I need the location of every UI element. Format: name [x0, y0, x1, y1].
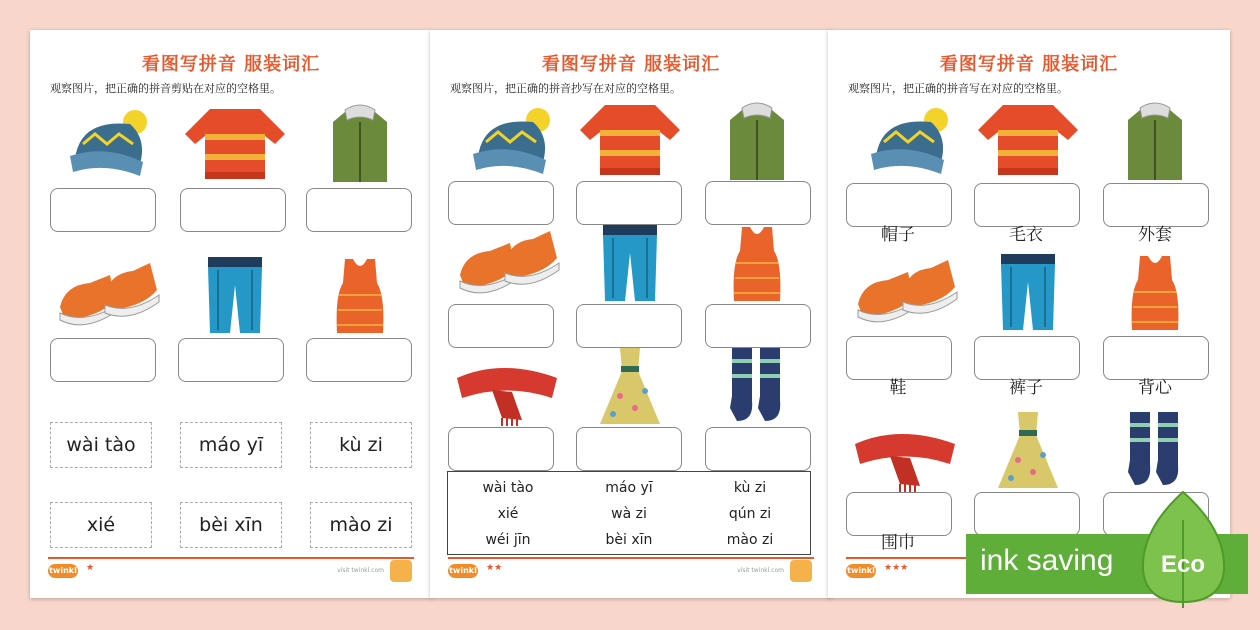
- answer-box[interactable]: [448, 427, 554, 471]
- trousers-icon: [180, 255, 290, 335]
- instruction: 观察图片，把正确的拼音抄写在对应的空格里。: [450, 82, 681, 95]
- bank-word: qún zi: [728, 506, 772, 522]
- pinyin-card[interactable]: kù zi: [310, 422, 412, 468]
- jacket-icon: [702, 102, 812, 182]
- socks-icon: [702, 346, 812, 426]
- answer-box[interactable]: [448, 181, 554, 225]
- answer-box[interactable]: [50, 338, 156, 382]
- worksheet-2: [430, 30, 832, 598]
- socks-icon: [1100, 410, 1210, 490]
- beanie-hat-icon: [55, 104, 165, 184]
- instruction: 观察图片，把正确的拼音剪贴在对应的空格里。: [50, 82, 281, 95]
- sheet-title: 看图写拼音 服装词汇: [541, 54, 721, 75]
- sweater-icon: [973, 100, 1083, 180]
- sneakers-icon: [853, 252, 963, 332]
- hanzi-label: 帽子: [881, 225, 915, 245]
- pinyin-card[interactable]: xié: [50, 502, 152, 548]
- pinyin-card[interactable]: wài tào: [50, 422, 152, 468]
- bank-word: kù zi: [733, 480, 767, 496]
- sneakers-icon: [55, 255, 165, 335]
- sweater-icon: [575, 100, 685, 180]
- dress-icon: [973, 410, 1083, 490]
- hanzi-label: 外套: [1138, 225, 1172, 245]
- twinkl-logo: twinkl: [846, 564, 876, 578]
- beanie-hat-icon: [458, 102, 568, 182]
- footer-rule: [48, 557, 414, 559]
- hanzi-label: 背心: [1138, 378, 1172, 398]
- badge-icon: [390, 560, 412, 582]
- sweater-icon: [180, 104, 290, 184]
- site-url: visit twinkl.com: [337, 567, 384, 574]
- eco-tag: Eco: [1160, 551, 1206, 578]
- answer-box[interactable]: [178, 338, 284, 382]
- beanie-hat-icon: [856, 102, 966, 182]
- difficulty-stars: ★: [86, 563, 95, 573]
- bank-word: wà zi: [611, 506, 647, 522]
- twinkl-logo: twinkl: [448, 564, 478, 578]
- answer-box[interactable]: [705, 181, 811, 225]
- difficulty-stars: ★★: [486, 563, 503, 573]
- sneakers-icon: [455, 223, 565, 303]
- ink-saving-label: ink saving: [980, 544, 1114, 577]
- pinyin-card[interactable]: máo yī: [180, 422, 282, 468]
- vest-icon: [702, 223, 812, 303]
- bank-word: mào zi: [726, 532, 774, 548]
- badge-icon: [790, 560, 812, 582]
- sheet-title: 看图写拼音 服装词汇: [141, 54, 321, 75]
- pinyin-card[interactable]: mào zi: [310, 502, 412, 548]
- difficulty-stars: ★★★: [884, 563, 909, 573]
- answer-box[interactable]: [576, 181, 682, 225]
- twinkl-logo: twinkl: [48, 564, 78, 578]
- answer-box[interactable]: [576, 304, 682, 348]
- scarf-icon: [452, 348, 562, 428]
- answer-box[interactable]: [180, 188, 286, 232]
- site-url: visit twinkl.com: [737, 567, 784, 574]
- answer-box[interactable]: [306, 338, 412, 382]
- bank-word: wài tào: [482, 480, 534, 496]
- answer-box[interactable]: [50, 188, 156, 232]
- bank-word: xié: [497, 506, 519, 522]
- vest-icon: [305, 255, 415, 335]
- hanzi-label: 鞋: [889, 378, 907, 398]
- hanzi-label: 围巾: [881, 533, 915, 553]
- sheet-title: 看图写拼音 服装词汇: [939, 54, 1119, 75]
- vest-icon: [1100, 252, 1210, 332]
- answer-box[interactable]: [306, 188, 412, 232]
- bank-word: bèi xīn: [605, 532, 653, 548]
- hanzi-label: 裤子: [1009, 378, 1043, 398]
- instruction: 观察图片，把正确的拼音写在对应的空格里。: [848, 82, 1068, 95]
- hanzi-label: 毛衣: [1009, 225, 1043, 245]
- jacket-icon: [1100, 102, 1210, 182]
- pinyin-card[interactable]: bèi xīn: [180, 502, 282, 548]
- footer-rule: [448, 557, 814, 559]
- scarf-icon: [850, 414, 960, 494]
- trousers-icon: [575, 223, 685, 303]
- bank-word: wéi jīn: [485, 532, 531, 548]
- answer-box[interactable]: [705, 304, 811, 348]
- dress-icon: [575, 346, 685, 426]
- bank-word: máo yī: [605, 480, 653, 496]
- trousers-icon: [973, 252, 1083, 332]
- eco-leaf-icon: [1136, 490, 1231, 610]
- worksheet-1: [30, 30, 432, 598]
- answer-box[interactable]: [576, 427, 682, 471]
- jacket-icon: [305, 104, 415, 184]
- answer-box[interactable]: [448, 304, 554, 348]
- answer-box[interactable]: [974, 492, 1080, 536]
- answer-box[interactable]: [705, 427, 811, 471]
- word-bank: [447, 471, 811, 555]
